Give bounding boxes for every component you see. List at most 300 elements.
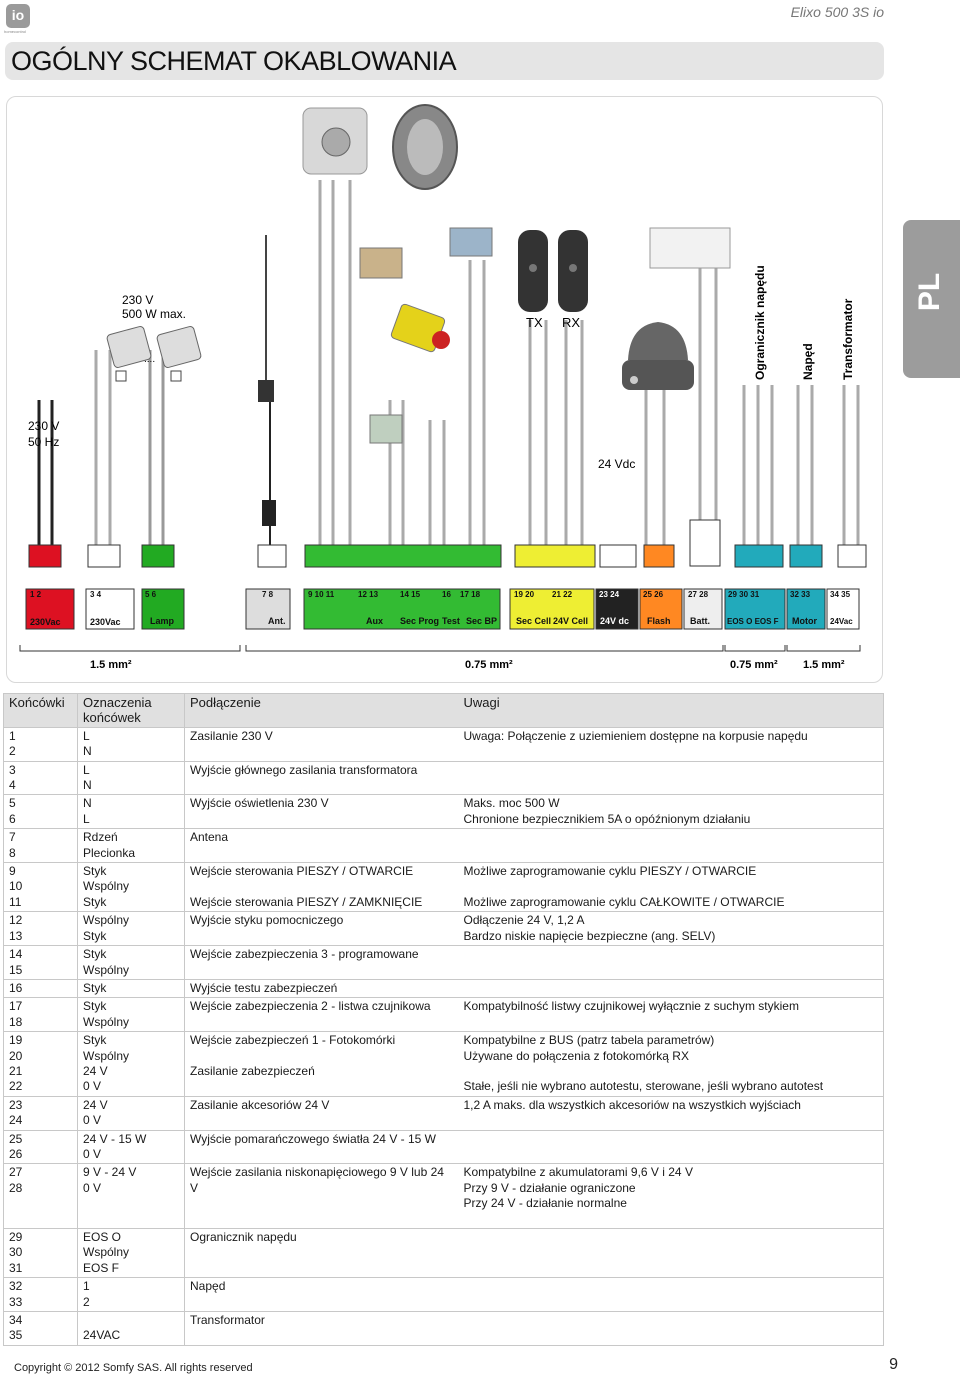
cell-line: 16	[9, 980, 23, 995]
cell-line: 20	[9, 1048, 23, 1063]
cell-line: N	[83, 778, 92, 793]
cell-line: Maks. moc 500 W	[463, 796, 560, 811]
cell-line: 1,2 A maks. dla wszystkich akcesoriów na wszystkich wyjściach	[463, 1097, 801, 1112]
cell-line: L	[83, 728, 90, 743]
table-cell-c1	[4, 998, 78, 1032]
terminal-name: Test	[442, 616, 460, 626]
cell-line: EOS O	[83, 1229, 122, 1244]
cell-line: 7	[9, 830, 16, 845]
key-switch-icon	[303, 108, 367, 174]
table-cell-c3	[185, 727, 459, 761]
table-cell-c3	[185, 912, 459, 946]
terminal-nums: 19 20	[514, 590, 535, 599]
cell-line: 32	[9, 1279, 23, 1294]
table-row	[4, 1228, 884, 1277]
table-cell-c4	[459, 1312, 884, 1346]
cell-line: 30	[9, 1245, 23, 1260]
cell-line: 9 V - 24 V	[83, 1165, 137, 1180]
wires	[39, 180, 858, 545]
cell-line	[464, 1295, 879, 1310]
cell-line	[464, 1313, 879, 1328]
cell-line: Zasilanie 230 V	[190, 728, 273, 743]
cell-line	[190, 1328, 454, 1343]
terminal-nums: 5 6	[145, 590, 157, 599]
cell-line	[190, 1295, 454, 1310]
cell-line: Rdzeń	[83, 830, 118, 845]
photocell-tx-icon	[518, 230, 548, 312]
terminal-name: Aux	[366, 616, 384, 626]
cell-line: 0 V	[83, 1146, 102, 1161]
cell-line: 24 V	[83, 1097, 108, 1112]
table-cell-c3	[185, 1312, 459, 1346]
cell-line	[464, 1279, 879, 1294]
cell-line: 21	[9, 1063, 23, 1078]
cell-line: Wyjście testu zabezpieczeń	[190, 980, 338, 995]
cell-line	[464, 962, 879, 977]
cell-line: Wspólny	[83, 962, 130, 977]
cell-line: Wspólny	[83, 913, 130, 928]
table-cell-c4	[459, 912, 884, 946]
cell-line: Używane do połączenia z fotokomórką RX	[463, 1048, 689, 1063]
table-cell-c1	[4, 1228, 78, 1277]
sensor-edge-icon	[360, 248, 402, 278]
cell-line: Zasilanie akcesoriów 24 V	[190, 1097, 330, 1112]
table-cell-c3	[185, 998, 459, 1032]
cell-line	[464, 981, 879, 996]
table-cell-c3	[185, 795, 459, 829]
battery-icon	[650, 228, 730, 268]
cell-line: 8	[9, 845, 16, 860]
terminal-name: EOS O EOS F	[727, 617, 779, 626]
cell-line	[190, 1015, 454, 1030]
terminal-nums: 9 10 11	[308, 590, 335, 599]
cell-line: Wspólny	[83, 1245, 130, 1260]
terminal-nums: 1 2	[30, 590, 42, 599]
cell-line: Napęd	[190, 1279, 226, 1294]
cell-line: Przy 24 V - działanie normalne	[463, 1196, 627, 1211]
push-button-icon	[390, 303, 450, 353]
cell-line: Antena	[190, 830, 229, 845]
wire-section-075-left: 0.75 mm²	[465, 659, 513, 671]
cell-line	[464, 1015, 879, 1030]
terminal-nums: 32 33	[790, 590, 811, 599]
cell-line: Styk	[83, 980, 107, 995]
cell-line: Wspólny	[83, 1048, 130, 1063]
terminal-name: 24V dc	[600, 616, 630, 626]
table-cell-c3	[185, 1130, 459, 1164]
cell-line: 12	[9, 913, 23, 928]
table-cell-c4	[459, 1278, 884, 1312]
terminal-nums: 17 18	[460, 590, 481, 599]
table-cell-c2	[78, 1032, 185, 1097]
cell-line: 0 V	[83, 1113, 102, 1128]
cell-line: 2	[83, 1294, 90, 1309]
cell-line: 17	[9, 999, 23, 1014]
language-label: PL	[913, 272, 947, 312]
terminal-nums: 27 28	[688, 590, 709, 599]
cell-line	[190, 1245, 454, 1260]
cell-line: Kompatybilne z akumulatorami 9,6 V i 24 V	[463, 1165, 693, 1180]
cell-line: 31	[9, 1260, 23, 1275]
cell-line: Wspólny	[83, 1014, 130, 1029]
cell-line: Transformator	[190, 1313, 265, 1327]
cell-line: 9	[9, 864, 16, 879]
table-cell-c3	[185, 829, 459, 863]
keypad-icon	[393, 105, 457, 189]
cell-line: Możliwe zaprogramowanie cyklu PIESZY / OTWARCIE	[463, 864, 757, 879]
cell-line: 25	[9, 1131, 23, 1146]
limit-switch-label: Ogranicznik napędu	[753, 265, 767, 380]
terminal-name: 230Vac	[90, 617, 121, 627]
table-cell-c3	[185, 1096, 459, 1130]
table-cell-c1	[4, 1312, 78, 1346]
table-cell-c3	[185, 1278, 459, 1312]
cell-line: Styk	[83, 894, 107, 909]
wire-section-brackets	[20, 645, 860, 651]
table-cell-c3	[185, 1032, 459, 1097]
table-cell-c1	[4, 1130, 78, 1164]
cell-line	[190, 778, 454, 793]
cell-line: Kompatybilne z BUS (patrz tabela parametrów)	[463, 1033, 715, 1048]
cell-line	[464, 1064, 879, 1079]
table-cell-c4	[459, 1228, 884, 1277]
cell-line: Stałe, jeśli nie wybrano autotestu, sterowane, jeśli wybrano autotest	[463, 1079, 824, 1094]
table-cell-c1	[4, 1278, 78, 1312]
table-cell-c4	[459, 863, 884, 912]
table-cell-c1	[4, 727, 78, 761]
table-cell-c1	[4, 1032, 78, 1097]
cell-line: 1	[9, 728, 16, 743]
cell-line: Wyjście pomarańczowego światła 24 V - 15 W	[190, 1131, 436, 1146]
table-cell-c1	[4, 795, 78, 829]
header-terminals: Końcówki	[4, 694, 78, 728]
cell-line: Wejście zabezpieczenia 2 - listwa czujnikowa	[190, 999, 431, 1014]
cell-line: EOS F	[83, 1260, 120, 1275]
table-cell-c4	[459, 979, 884, 997]
lamp-dots: ....	[144, 354, 156, 365]
cell-line: 24	[9, 1113, 23, 1128]
terminal-name: Ant.	[268, 616, 286, 626]
cell-line: 19	[9, 1033, 23, 1048]
cell-line	[190, 1212, 454, 1227]
table-cell-c3	[185, 1228, 459, 1277]
cell-line: 6	[9, 811, 16, 826]
terminal-name: Flash	[647, 616, 671, 626]
table-cell-c2	[78, 761, 185, 795]
terminal-nums: 25 26	[643, 590, 664, 599]
terminal-name: Lamp	[150, 616, 175, 626]
cell-line: Wejście zabezpieczeń 1 - Fotokomórki	[190, 1033, 396, 1048]
cell-line: Styk	[83, 1033, 107, 1048]
cell-line: Wejście zabezpieczenia 3 - programowane	[190, 947, 419, 962]
cell-line: Kompatybilność listwy czujnikowej wyłącznie z suchym stykiem	[463, 999, 799, 1014]
vdc-label: 24 Vdc	[598, 457, 636, 471]
wire-section-075-right: 0.75 mm²	[730, 659, 778, 671]
cell-line	[190, 963, 454, 978]
photocell-rx-icon	[558, 230, 588, 312]
terminal-nums: 29 30 31	[728, 590, 760, 599]
cell-line	[464, 744, 879, 759]
terminal-nums: 12 13	[358, 590, 379, 599]
table-cell-c2	[78, 1278, 185, 1312]
table-cell-c3	[185, 946, 459, 980]
table-cell-c1	[4, 1164, 78, 1229]
terminal-name: 24V Cell	[553, 616, 589, 626]
table-cell-c4	[459, 946, 884, 980]
table-cell-c2	[78, 863, 185, 912]
header-notes: Uwagi	[459, 694, 884, 728]
cell-line: Wspólny	[83, 879, 130, 894]
table-cell-c1	[4, 979, 78, 997]
cell-line	[464, 879, 879, 894]
terminal-nums: 23 24	[599, 590, 620, 599]
table-row	[4, 1164, 884, 1229]
table-header-row	[4, 694, 884, 728]
terminal-nums: 14 15	[400, 590, 421, 599]
page-number: 9	[889, 1356, 898, 1373]
table-cell-c2	[78, 1228, 185, 1277]
terminal-name: Motor	[792, 616, 817, 626]
cell-line	[464, 830, 879, 845]
table-cell-c2	[78, 946, 185, 980]
cell-line	[464, 846, 879, 861]
cell-line	[9, 1196, 72, 1211]
cell-line	[464, 1147, 879, 1162]
wiring-table	[3, 693, 884, 1346]
table-cell-c1	[4, 946, 78, 980]
cell-line: 27	[9, 1165, 23, 1180]
cell-line: Uwaga: Połączenie z uziemieniem dostępne na korpusie napędu	[463, 728, 808, 743]
cell-line: Chronione bezpiecznikiem 5A o opóźnionym działaniu	[463, 811, 751, 826]
cell-line	[464, 1230, 879, 1245]
cell-line	[464, 1132, 879, 1147]
orange-light-icon	[622, 322, 694, 390]
cell-line: 3	[9, 762, 16, 777]
table-cell-c4	[459, 727, 884, 761]
cell-line	[190, 1261, 454, 1276]
table-row	[4, 998, 884, 1032]
cell-line: Możliwe zaprogramowanie cyklu CAŁKOWITE / OTWARCIE	[463, 894, 785, 909]
table-cell-c4	[459, 761, 884, 795]
table-cell-c3	[185, 863, 459, 912]
table-row	[4, 1312, 884, 1346]
header-connection: Podłączenie	[185, 694, 459, 728]
cell-line: Wyjście głównego zasilania transformatora	[190, 762, 418, 777]
cell-line: Wejście sterowania PIESZY / ZAMKNIĘCIE	[190, 894, 423, 909]
cell-line: 18	[9, 1014, 23, 1029]
motor-label: Napęd	[801, 343, 815, 380]
title-bar	[5, 42, 884, 80]
remote-icon	[370, 415, 402, 443]
table-cell-c1	[4, 829, 78, 863]
terminal-nums: 21 22	[552, 590, 573, 599]
table-row	[4, 1130, 884, 1164]
terminal-name: Sec Cell	[516, 616, 552, 626]
cell-line: Przy 9 V - działanie ograniczone	[463, 1180, 636, 1195]
cell-line: L	[83, 762, 90, 777]
wiring-diagram	[0, 96, 900, 681]
table-cell-c3	[185, 1164, 459, 1229]
table-cell-c2	[78, 998, 185, 1032]
terminal-nums: 16	[442, 590, 451, 599]
cell-line	[83, 1313, 179, 1328]
cell-line	[190, 929, 454, 944]
cell-line: Styk	[83, 864, 107, 879]
cell-line: 2	[9, 744, 16, 759]
cell-line: 29	[9, 1229, 23, 1244]
table-row	[4, 979, 884, 997]
mains-voltage: 230 V	[28, 419, 60, 433]
cell-line	[464, 1113, 879, 1128]
lamp-spec-2: 500 W max.	[122, 307, 187, 321]
copyright: Copyright © 2012 Somfy SAS. All rights reserved	[14, 1362, 253, 1374]
table-row	[4, 829, 884, 863]
cell-line: Styk	[83, 999, 107, 1014]
cell-line: L	[83, 811, 90, 826]
cell-line: Ogranicznik napędu	[190, 1229, 297, 1244]
io-logo: io	[6, 4, 30, 28]
table-row	[4, 912, 884, 946]
cell-line	[190, 1196, 454, 1211]
table-cell-c4	[459, 1164, 884, 1229]
mains-frequency: 50 Hz	[28, 435, 60, 449]
cell-line: Wyjście oświetlenia 230 V	[190, 796, 329, 811]
cell-line	[190, 1147, 454, 1162]
cell-line: Odłączenie 24 V, 1,2 A	[463, 913, 585, 928]
table-cell-c1	[4, 863, 78, 912]
page-title: OGÓLNY SCHEMAT OKABLOWANIA	[11, 46, 457, 76]
cell-line: 1	[83, 1279, 90, 1294]
table-cell-c1	[4, 912, 78, 946]
table-cell-c2	[78, 979, 185, 997]
table-cell-c4	[459, 1096, 884, 1130]
table-cell-c4	[459, 1130, 884, 1164]
cell-line	[190, 1113, 454, 1128]
table-cell-c2	[78, 1096, 185, 1130]
cell-line	[464, 947, 879, 962]
wire-section-15-right: 1.5 mm²	[803, 659, 845, 671]
terminal-nums: 34 35	[830, 590, 851, 599]
cell-line	[190, 846, 454, 861]
cell-line: 0 V	[83, 1079, 102, 1094]
table-cell-c2	[78, 1312, 185, 1346]
table-cell-c2	[78, 795, 185, 829]
cell-line: 15	[9, 962, 23, 977]
cell-line: Wejście zasilania niskonapięciowego 9 V lub 24 V	[190, 1165, 444, 1195]
terminal-name: 24Vac	[830, 617, 853, 626]
table-cell-c2	[78, 1164, 185, 1229]
cell-line: 24 V - 15 W	[83, 1131, 147, 1146]
rx-label: RX	[562, 315, 581, 330]
table-row	[4, 863, 884, 912]
cell-line	[464, 1245, 879, 1260]
cell-line: 4	[9, 778, 16, 793]
table-cell-c3	[185, 761, 459, 795]
terminal-name: Sec Prog	[400, 616, 440, 626]
cell-line: 34	[9, 1313, 23, 1327]
language-tab[interactable]	[903, 220, 960, 378]
cell-line: 23	[9, 1097, 23, 1112]
table-cell-c4	[459, 829, 884, 863]
table-cell-c1	[4, 761, 78, 795]
table-row	[4, 761, 884, 795]
terminal-name: Sec BP	[466, 616, 498, 626]
transformer-label: Transformator	[841, 298, 855, 380]
table-row	[4, 1096, 884, 1130]
tx-label: TX	[526, 315, 543, 330]
cell-line: Wejście sterowania PIESZY / OTWARCIE	[190, 864, 414, 879]
cell-line: Styk	[83, 947, 107, 962]
table-cell-c3	[185, 979, 459, 997]
wire-section-15-left: 1.5 mm²	[90, 659, 132, 671]
cell-line: Zasilanie zabezpieczeń	[190, 1063, 315, 1078]
table-row	[4, 1032, 884, 1097]
cell-line	[464, 1328, 879, 1343]
cell-line: 35	[9, 1328, 23, 1343]
table-cell-c4	[459, 998, 884, 1032]
header-markings: Oznaczenia końcówek	[78, 694, 185, 728]
terminal-name: 230Vac	[30, 617, 61, 627]
cell-line: 0 V	[83, 1180, 102, 1195]
table-cell-c2	[78, 1130, 185, 1164]
table-row	[4, 727, 884, 761]
loop-detector-icon	[450, 228, 492, 256]
cell-line: 24 V	[83, 1063, 108, 1078]
cell-line	[190, 744, 454, 759]
cell-line: 28	[9, 1180, 23, 1195]
cell-line: Plecionka	[83, 845, 136, 860]
cell-line	[464, 778, 879, 793]
table-cell-c1	[4, 1096, 78, 1130]
table-cell-c4	[459, 795, 884, 829]
table-row	[4, 795, 884, 829]
table-cell-c2	[78, 912, 185, 946]
lamp-spec-1: 230 V	[122, 293, 154, 307]
cell-line: Wyjście styku pomocniczego	[190, 913, 344, 928]
cell-line	[464, 763, 879, 778]
cell-line	[190, 812, 454, 827]
cell-line: 14	[9, 947, 23, 962]
cell-line: 33	[9, 1294, 23, 1309]
cell-line	[464, 1261, 879, 1276]
lamp-icon	[106, 326, 202, 381]
cell-line: 5	[9, 796, 16, 811]
table-cell-c4	[459, 1032, 884, 1097]
cell-line: 11	[9, 894, 22, 909]
table-cell-c2	[78, 829, 185, 863]
table-row	[4, 946, 884, 980]
cell-line: 22	[9, 1079, 23, 1094]
cell-line: Styk	[83, 928, 107, 943]
cell-line: 13	[9, 928, 23, 943]
io-logo-subtitle: homecontrol	[4, 29, 27, 34]
cell-line: 26	[9, 1146, 23, 1161]
terminal-name: Batt.	[690, 616, 710, 626]
cell-line: N	[83, 744, 92, 759]
connector-plugs	[29, 520, 866, 567]
cell-line	[190, 1079, 454, 1094]
antenna-icon	[258, 235, 276, 526]
terminal-nums: 7 8	[262, 590, 274, 599]
cell-line	[83, 1196, 179, 1211]
product-name: Elixo 500 3S io	[790, 4, 884, 20]
cell-line: Bardzo niskie napięcie bezpieczne (ang. SELV)	[463, 928, 716, 943]
cell-line: 10	[9, 879, 23, 894]
cell-line	[190, 1049, 454, 1064]
cell-line	[190, 879, 454, 894]
terminal-nums: 3 4	[90, 590, 102, 599]
table-cell-c2	[78, 727, 185, 761]
